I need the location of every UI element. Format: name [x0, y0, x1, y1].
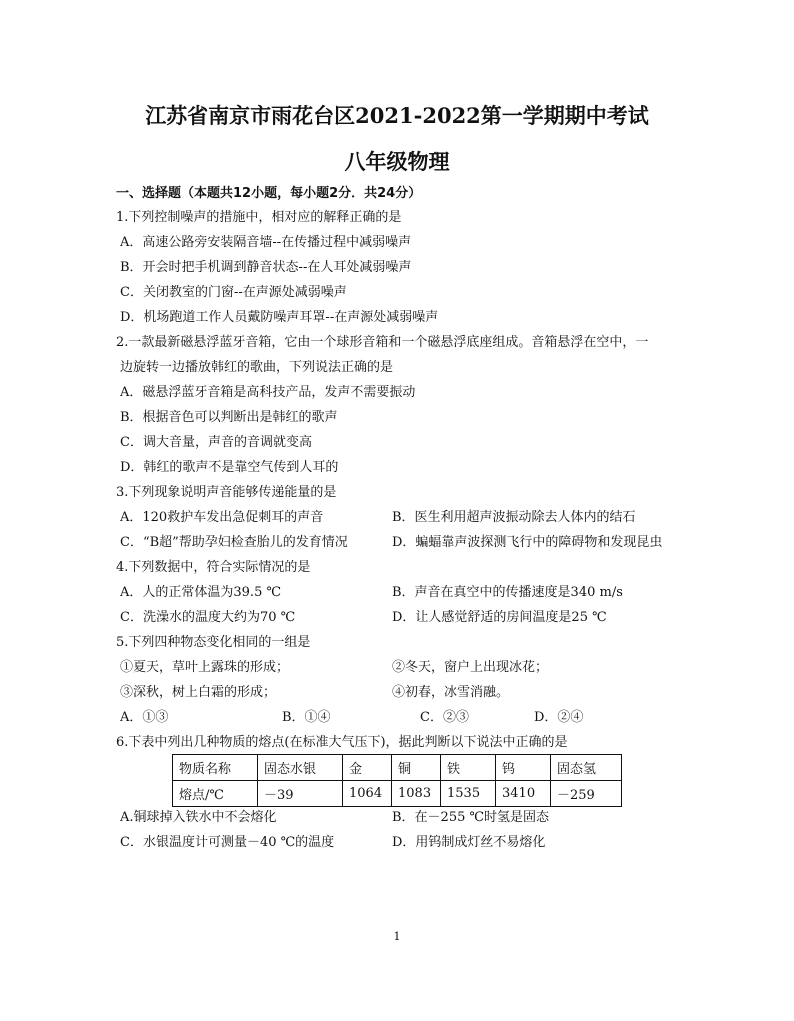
question-option: A．人的正常体温为39.5 ℃: [120, 585, 282, 600]
table-cell: 3410: [496, 781, 551, 807]
question-option: A．磁悬浮蓝牙音箱是高科技产品，发声不需要振动: [120, 385, 416, 400]
question-option: B．声音在真空中的传播速度是340 m/s: [392, 585, 623, 600]
question-stem: 5.下列四种物态变化相同的一组是: [116, 635, 311, 650]
table-cell: 1535: [441, 781, 496, 807]
question-item: ①夏天，草叶上露珠的形成；: [120, 660, 290, 675]
question-option: A．120救护车发出急促刺耳的声音: [120, 510, 324, 525]
question-option: D．用钨制成灯丝不易熔化: [392, 835, 546, 850]
question-item: ③深秋，树上白霜的形成；: [120, 685, 277, 700]
question-option: A．①③: [120, 710, 169, 725]
question-stem: 2.一款最新磁悬浮蓝牙音箱，它由一个球形音箱和一个磁悬浮底座组成。音箱悬浮在空中，一: [116, 335, 649, 350]
question-option: B．①④: [282, 710, 331, 725]
question-item: ④初春，冰雪消融。: [392, 685, 510, 700]
table-cell: －39: [258, 781, 343, 807]
table-header-cell: 熔点/℃: [173, 781, 258, 807]
question-option: B．根据音色可以判断出是韩红的歌声: [120, 410, 338, 425]
table-cell: 固态水银: [258, 755, 343, 781]
table-cell: －259: [551, 781, 622, 807]
question-option: C．关闭教室的门窗--在声源处减弱噪声: [120, 285, 347, 300]
table-cell: 金: [343, 755, 392, 781]
question-stem: 1.下列控制噪声的措施中，相对应的解释正确的是: [116, 210, 402, 225]
question-option: D．让人感觉舒适的房间温度是25 ℃: [392, 610, 607, 625]
page-title: 江苏省南京市雨花台区2021-2022第一学期期中考试: [145, 103, 649, 128]
question-option: D．机场跑道工作人员戴防噪声耳罩--在声源处减弱噪声: [120, 310, 439, 325]
question-stem: 6.下表中列出几种物质的熔点(在标准大气压下)，据此判断以下说法中正确的是: [116, 735, 568, 750]
question-option: A.铜球掉入铁水中不会熔化: [120, 810, 277, 825]
page-number: 1: [393, 930, 401, 943]
question-option: B．开会时把手机调到静音状态--在人耳处减弱噪声: [120, 260, 412, 275]
table-cell: 铜: [392, 755, 441, 781]
question-option: D．韩红的歌声不是靠空气传到人耳的: [120, 460, 339, 475]
question-option: C．调大音量，声音的音调就变高: [120, 435, 312, 450]
question-stem: 3.下列现象说明声音能够传递能量的是: [116, 485, 337, 500]
page-subtitle: 八年级物理: [344, 149, 450, 174]
question-stem: 4.下列数据中，符合实际情况的是: [116, 560, 311, 575]
question-item: ②冬天，窗户上出现冰花；: [392, 660, 549, 675]
table-cell: 1064: [343, 781, 392, 807]
question-option: C．水银温度计可测量－40 ℃的温度: [120, 835, 335, 850]
question-option: D．蝙蝠靠声波探测飞行中的障碍物和发现昆虫: [392, 535, 663, 550]
table-cell: 铁: [441, 755, 496, 781]
table-cell: 钨: [496, 755, 551, 781]
melting-point-table: [172, 754, 622, 807]
question-option: C．洗澡水的温度大约为70 ℃: [120, 610, 296, 625]
table-cell: 1083: [392, 781, 441, 807]
question-option: B．在－255 ℃时氢是固态: [392, 810, 550, 825]
table-header-cell: 物质名称: [173, 755, 258, 781]
table-cell: 固态氢: [551, 755, 622, 781]
question-option: C．“B超”帮助孕妇检查胎儿的发育情况: [120, 535, 348, 550]
question-option: B．医生利用超声波振动除去人体内的结石: [392, 510, 636, 525]
table-row: [173, 781, 622, 807]
table-row: [173, 755, 622, 781]
section-heading: 一、选择题（本题共12小题，每小题2分．共24分）: [116, 186, 422, 201]
question-option: C．②③: [420, 710, 469, 725]
question-option: D．②④: [534, 710, 584, 725]
question-stem-continuation: 边旋转一边播放韩红的歌曲，下列说法正确的是: [120, 360, 394, 375]
question-option: A．高速公路旁安装隔音墙--在传播过程中减弱噪声: [120, 235, 412, 250]
